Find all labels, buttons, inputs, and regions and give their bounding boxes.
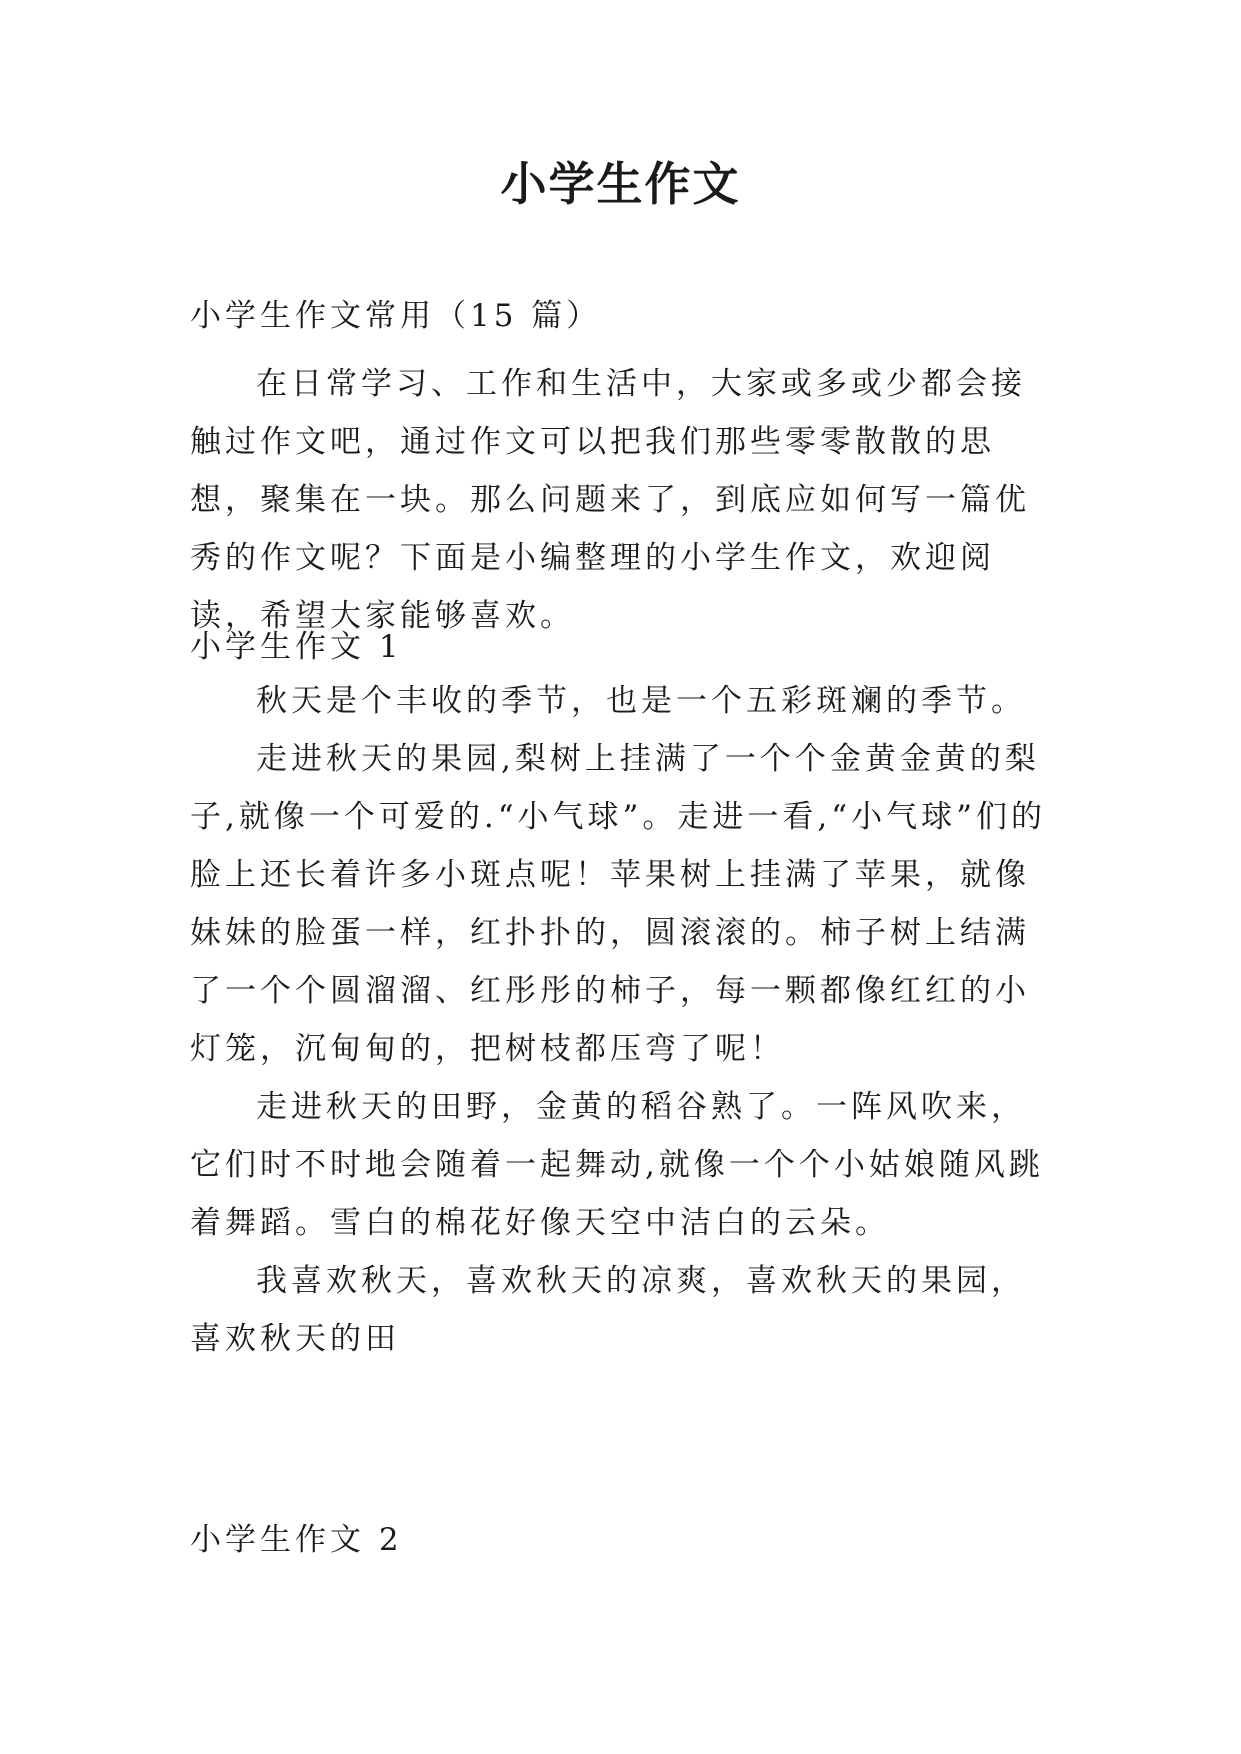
intro-paragraph: 在日常学习、工作和生活中，大家或多或少都会接触过作文吧，通过作文可以把我们那些零零散散的思想，聚集在一块。那么问题来了，到底应如何写一篇优秀的作文呢？下面是小编整理的小学生作文，欢迎阅读，希望大家能够喜欢。: [190, 366, 1030, 634]
document-subtitle: 小学生作文常用（15 篇）: [190, 298, 602, 334]
essay-heading: 小学生作文 1: [190, 629, 403, 665]
essay-body: [190, 672, 1050, 1368]
essay-paragraph: 我喜欢秋天，喜欢秋天的凉爽，喜欢秋天的果园，喜欢秋天的田: [190, 1263, 1026, 1357]
essay-paragraph: 走进秋天的果园,梨树上挂满了一个个金黄金黄的梨子,就像一个可爱的.“小气球”。走进一看,“小气球”们的脸上还长着许多小斑点呢！苹果树上挂满了苹果，就像妹妹的脸蛋一样，红扑扑的，圆滚滚的。柿子树上结满了一个个圆溜溜、红彤彤的柿子，每一颗都像红红的小灯笼，沉甸甸的，把树枝都压弯了呢！: [190, 741, 1046, 1067]
essay-paragraph: 秋天是个丰收的季节，也是一个五彩斑斓的季节。: [256, 683, 1026, 719]
essay-heading: 小学生作文 2: [190, 1522, 403, 1558]
essay-paragraph: 走进秋天的田野，金黄的稻谷熟了。一阵风吹来，它们时不时地会随着一起舞动,就像一个个小姑娘随风跳着舞蹈。雪白的棉花好像天空中洁白的云朵。: [190, 1089, 1044, 1241]
document-title: 小学生作文: [500, 157, 741, 211]
